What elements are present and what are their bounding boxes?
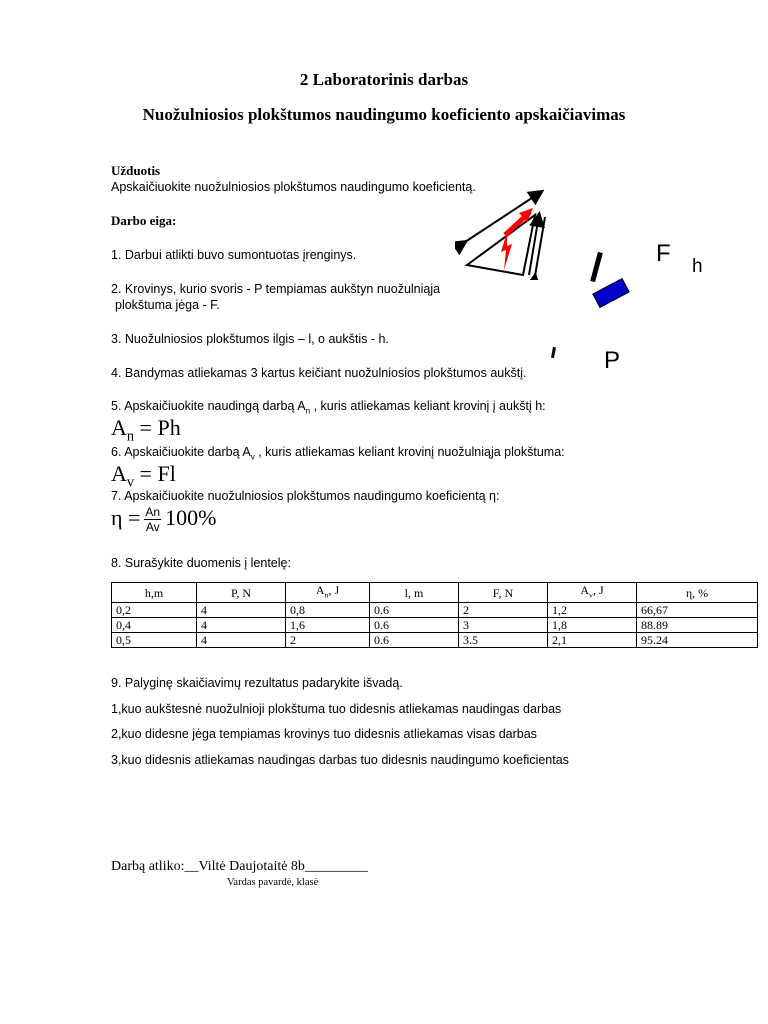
table-row <box>112 633 758 648</box>
procedure-item-2-line-2: plokštuma jėga - F. <box>115 298 220 312</box>
task-heading: Užduotis <box>111 163 161 178</box>
table-row <box>112 618 758 633</box>
conclusion-3: 3,kuo didesnis atliekamas naudingas darbas tuo didesnis naudingumo koeficientas <box>111 753 569 767</box>
table-cell: 2 <box>286 633 370 648</box>
table-cell: 3 <box>459 618 548 633</box>
table-cell: 2 <box>459 603 548 618</box>
table-cell: 1,8 <box>548 618 637 633</box>
table-cell: 88.89 <box>637 618 758 633</box>
table-cell: 0.6 <box>370 618 459 633</box>
header-av: $A_v$, J <box>548 583 637 603</box>
header-f: F, N <box>459 583 548 603</box>
efficiency-fraction: $\frac{An}{Av}$ <box>145 505 161 535</box>
table-cell: 3.5 <box>459 633 548 648</box>
table-cell: 4 <box>197 618 286 633</box>
table-cell: 66,67 <box>637 603 758 618</box>
conclusion-1: 1,kuo aukštesnė nuožulnioji plokštuma tuo didesnis atliekamas naudingas darbas <box>111 702 562 716</box>
procedure-item-6: 6. Apskaičiuokite darbą $A_v$ , kuris atliekamas keliant krovinį nuožulniąja plokštuma: <box>111 445 565 462</box>
document-subtitle: Nuožulniosios plokštumos naudingumo koeficiento apskaičiavimas <box>142 105 626 124</box>
incline-triangle <box>467 215 535 275</box>
header-l: l, m <box>370 583 459 603</box>
table-cell: 0.6 <box>370 633 459 648</box>
signature-caption: Vardas pavardė, klasė <box>227 877 319 888</box>
table-cell: 2,1 <box>548 633 637 648</box>
table-cell: 0.6 <box>370 603 459 618</box>
table-cell: 0,4 <box>112 618 197 633</box>
results-table <box>111 582 758 648</box>
formula-efficiency: η = $\frac{An}{Av}$ 100% <box>111 505 217 535</box>
document-title: 2 Laboratorinis darbas <box>299 70 469 89</box>
procedure-item-3: 3. Nuožulniosios plokštumos ilgis – l, o aukštis - h. <box>111 332 389 346</box>
table-cell: 1,6 <box>286 618 370 633</box>
header-p: P, N <box>197 583 286 603</box>
table-cell: 0,2 <box>112 603 197 618</box>
table-cell: 0,8 <box>286 603 370 618</box>
procedure-heading: Darbo eiga: <box>111 213 177 228</box>
header-h: h,m <box>112 583 197 603</box>
procedure-item-8: 8. Surašykite duomenis į lentelę: <box>111 556 291 570</box>
table-cell: 1,2 <box>548 603 637 618</box>
procedure-item-2-line-1: 2. Krovinys, kurio svoris - P tempiamas aukštyn nuožulniąja <box>111 282 441 296</box>
small-tick-mark <box>551 347 556 358</box>
table-header-row <box>112 583 758 603</box>
formula-useful-work: $A_n = Ph$ <box>111 415 181 445</box>
label-force-f: F <box>656 240 671 267</box>
label-height-h: h <box>692 256 703 277</box>
procedure-item-1: 1. Darbui atlikti buvo sumontuotas įrenginys. <box>111 248 357 262</box>
label-weight-p: P <box>604 347 621 374</box>
signature-line: Darbą atliko:__Viltė Daujotaitė 8b_________ <box>111 859 368 874</box>
table-cell: 95.24 <box>637 633 758 648</box>
inclined-plane-diagram <box>455 180 565 280</box>
table-cell: 0,5 <box>112 633 197 648</box>
task-text: Apskaičiuokite nuožulniosios plokštumos naudingumo koeficientą. <box>111 180 476 194</box>
table-cell: 4 <box>197 633 286 648</box>
length-arrow <box>465 192 541 242</box>
conclusion-2: 2,kuo didesne jėga tempiamas krovinys tuo didesnis atliekamas visas darbas <box>111 727 537 741</box>
tilted-bar <box>590 252 603 282</box>
table-row <box>112 603 758 618</box>
header-an: $A_n$, J <box>286 583 370 603</box>
header-eta: η, % <box>637 583 758 603</box>
procedure-item-9: 9. Palyginę skaičiavimų rezultatus padarykite išvadą. <box>111 676 403 690</box>
procedure-item-7: 7. Apskaičiuokite nuožulniosios plokštumos naudingumo koeficientą η: <box>111 489 500 503</box>
formula-total-work: $A_v = Fl$ <box>111 461 176 491</box>
procedure-item-4: 4. Bandymas atliekamas 3 kartus keičiant nuožulniosios plokštumos aukštį. <box>111 366 527 380</box>
procedure-item-5: 5. Apskaičiuokite naudingą darbą $A_n$ , kuris atliekamas keliant krovinį į aukštį h: <box>111 399 546 416</box>
blue-block <box>592 278 630 308</box>
table-cell: 4 <box>197 603 286 618</box>
